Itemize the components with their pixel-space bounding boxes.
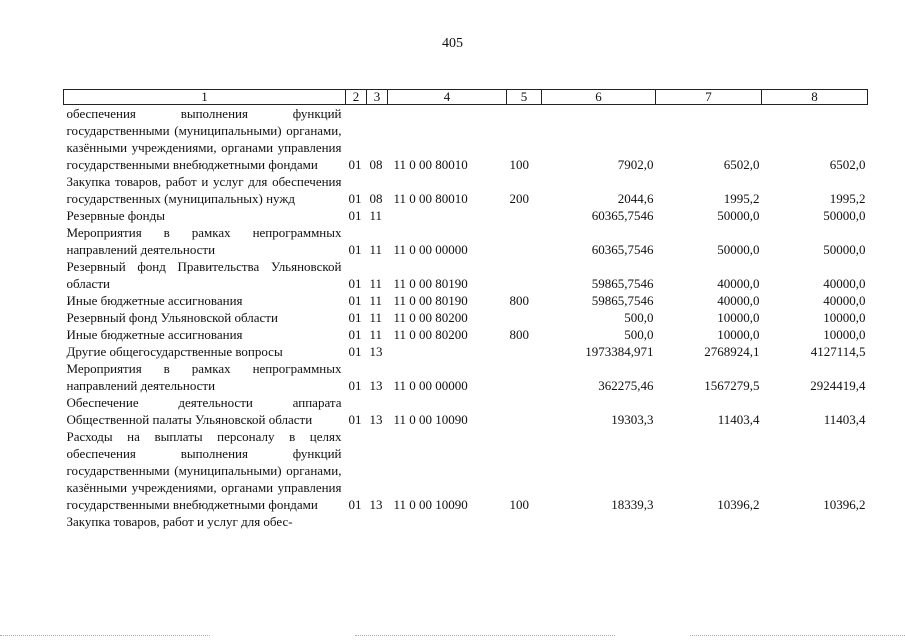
cell-amount-col6: 2044,6 bbox=[617, 191, 654, 206]
cell-subsection: 13 bbox=[369, 378, 383, 393]
cell-amount-col7: 10000,0 bbox=[717, 310, 760, 325]
cell-target-article: 11 0 00 80200 bbox=[393, 310, 468, 325]
cell-amount-col8: 6502,0 bbox=[829, 157, 866, 172]
cell-amount-col8: 1995,2 bbox=[829, 191, 866, 206]
cell-expense-type bbox=[507, 360, 542, 394]
cell-amount-col6: 60365,7546 bbox=[591, 242, 654, 257]
cell-subsection: 13 bbox=[369, 412, 383, 427]
cell-amount-col7: 50000,0 bbox=[717, 208, 760, 223]
table-row bbox=[64, 343, 868, 360]
cell-amount-col6: 7902,0 bbox=[617, 157, 654, 172]
header-col-4: 4 bbox=[388, 90, 507, 105]
cell-section: 01 bbox=[348, 412, 362, 427]
table-row bbox=[64, 326, 868, 343]
cell-amount-col8: 10000,0 bbox=[823, 327, 866, 342]
scan-artifact bbox=[690, 635, 905, 637]
cell-section: 01 bbox=[348, 191, 362, 206]
cell-expense-type bbox=[507, 224, 542, 258]
cell-name: Иные бюджетные ассигнования bbox=[66, 327, 243, 342]
cell-amount-col8: 40000,0 bbox=[823, 276, 866, 291]
cell-expense-type bbox=[507, 207, 542, 224]
cell-section: 01 bbox=[348, 378, 362, 393]
table-row bbox=[64, 309, 868, 326]
table-row bbox=[64, 428, 868, 513]
cell-amount-col6: 59865,7546 bbox=[591, 293, 654, 308]
cell-amount-col6: 362275,46 bbox=[598, 378, 654, 393]
cell-amount-col6: 1973384,971 bbox=[585, 344, 654, 359]
cell-target-article: 11 0 00 80200 bbox=[393, 327, 468, 342]
header-col-1: 1 bbox=[64, 90, 346, 105]
cell-expense-type: 100 bbox=[509, 497, 529, 512]
cell-amount-col7: 50000,0 bbox=[717, 242, 760, 257]
cell-amount-col6: 500,0 bbox=[624, 327, 654, 342]
cell-amount-col8: 4127114,5 bbox=[810, 344, 866, 359]
header-col-5: 5 bbox=[507, 90, 542, 105]
cell-target-article: 11 0 00 80010 bbox=[393, 191, 468, 206]
cell-amount-col8: 11403,4 bbox=[823, 412, 866, 427]
cell-amount-col6: 60365,7546 bbox=[591, 208, 654, 223]
cell-section: 01 bbox=[348, 310, 362, 325]
header-row bbox=[64, 90, 868, 105]
cell-subsection: 11 bbox=[369, 242, 383, 257]
table-row bbox=[64, 105, 868, 174]
table-row bbox=[64, 360, 868, 394]
header-col-8: 8 bbox=[762, 90, 868, 105]
cell-amount-col6: 500,0 bbox=[624, 310, 654, 325]
cell-target-article: 11 0 00 00000 bbox=[393, 242, 468, 257]
budget-table bbox=[63, 89, 868, 530]
table-row bbox=[64, 394, 868, 428]
cell-amount-col7: 40000,0 bbox=[717, 293, 760, 308]
cell-expense-type bbox=[507, 258, 542, 292]
cell-expense-type: 100 bbox=[509, 157, 529, 172]
table-row bbox=[64, 258, 868, 292]
cell-target-article: 11 0 00 00000 bbox=[393, 378, 468, 393]
scan-artifact bbox=[355, 635, 615, 637]
table-body bbox=[64, 105, 868, 531]
cell-target-article: 11 0 00 80010 bbox=[393, 157, 468, 172]
cell-target-article bbox=[388, 513, 507, 530]
cell-name: Мероприятия в рамках непрограммных направлений деятельности bbox=[66, 225, 342, 257]
cell-target-article bbox=[388, 207, 507, 224]
table-row bbox=[64, 224, 868, 258]
cell-section bbox=[346, 513, 367, 530]
cell-subsection: 08 bbox=[369, 157, 383, 172]
cell-subsection: 11 bbox=[369, 208, 383, 223]
cell-amount-col8: 10000,0 bbox=[823, 310, 866, 325]
cell-amount-col7: 1567279,5 bbox=[704, 378, 760, 393]
cell-amount-col7: 10396,2 bbox=[717, 497, 760, 512]
cell-amount-col7: 2768924,1 bbox=[704, 344, 760, 359]
header-col-7: 7 bbox=[656, 90, 762, 105]
cell-amount-col7: 1995,2 bbox=[723, 191, 760, 206]
cell-name: Резервный фонд Ульяновской области bbox=[66, 310, 278, 325]
cell-amount-col6: 59865,7546 bbox=[591, 276, 654, 291]
cell-amount-col8: 50000,0 bbox=[823, 208, 866, 223]
cell-target-article: 11 0 00 10090 bbox=[393, 412, 468, 427]
cell-section: 01 bbox=[348, 276, 362, 291]
cell-expense-type bbox=[507, 513, 542, 530]
table-header bbox=[64, 90, 868, 105]
cell-expense-type bbox=[507, 394, 542, 428]
cell-name: Расходы на выплаты персоналу в целях обеспечения выполнения функций государственными (муниципальными) органами, казёнными учреждениями, органами управления государственными внебюджетными фондами bbox=[66, 429, 342, 512]
page-number: 405 bbox=[442, 36, 463, 51]
cell-subsection bbox=[367, 513, 388, 530]
table-row bbox=[64, 513, 868, 530]
cell-subsection: 13 bbox=[369, 344, 383, 359]
cell-amount-col7: 6502,0 bbox=[723, 157, 760, 172]
cell-amount-col8: 2924419,4 bbox=[810, 378, 866, 393]
cell-amount-col8: 10396,2 bbox=[823, 497, 866, 512]
cell-name: Обеспечение деятельности аппарата Общественной палаты Ульяновской области bbox=[66, 395, 342, 427]
cell-amount-col6: 18339,3 bbox=[611, 497, 654, 512]
cell-subsection: 11 bbox=[369, 276, 383, 291]
cell-subsection: 11 bbox=[369, 293, 383, 308]
cell-section: 01 bbox=[348, 497, 362, 512]
header-col-6: 6 bbox=[542, 90, 656, 105]
cell-expense-type bbox=[507, 343, 542, 360]
cell-section: 01 bbox=[348, 157, 362, 172]
cell-name: Резервные фонды bbox=[66, 208, 165, 223]
cell-section: 01 bbox=[348, 208, 362, 223]
header-col-3: 3 bbox=[367, 90, 388, 105]
cell-subsection: 13 bbox=[369, 497, 383, 512]
cell-section: 01 bbox=[348, 344, 362, 359]
cell-section: 01 bbox=[348, 327, 362, 342]
table-row bbox=[64, 207, 868, 224]
cell-expense-type: 200 bbox=[509, 191, 529, 206]
cell-name: Другие общегосударственные вопросы bbox=[66, 344, 283, 359]
cell-amount-col6 bbox=[542, 513, 656, 530]
cell-subsection: 08 bbox=[369, 191, 383, 206]
cell-name: Мероприятия в рамках непрограммных направлений деятельности bbox=[66, 361, 342, 393]
cell-amount-col6: 19303,3 bbox=[611, 412, 654, 427]
cell-amount-col8 bbox=[762, 513, 868, 530]
cell-expense-type: 800 bbox=[509, 293, 529, 308]
cell-amount-col7: 11403,4 bbox=[717, 412, 760, 427]
table-row bbox=[64, 173, 868, 207]
cell-expense-type bbox=[507, 309, 542, 326]
cell-section: 01 bbox=[348, 293, 362, 308]
cell-name: Закупка товаров, работ и услуг для обес- bbox=[66, 514, 293, 529]
cell-name: Резервный фонд Правительства Ульяновской области bbox=[66, 259, 342, 291]
cell-amount-col7 bbox=[656, 513, 762, 530]
header-col-2: 2 bbox=[346, 90, 367, 105]
cell-name: Закупка товаров, работ и услуг для обеспечения государственных (муниципальных) нужд bbox=[66, 174, 342, 206]
scan-artifact bbox=[0, 635, 210, 637]
cell-target-article bbox=[388, 343, 507, 360]
cell-target-article: 11 0 00 80190 bbox=[393, 276, 468, 291]
cell-amount-col7: 40000,0 bbox=[717, 276, 760, 291]
cell-target-article: 11 0 00 80190 bbox=[393, 293, 468, 308]
cell-amount-col8: 50000,0 bbox=[823, 242, 866, 257]
table-row bbox=[64, 292, 868, 309]
cell-amount-col7: 10000,0 bbox=[717, 327, 760, 342]
cell-section: 01 bbox=[348, 242, 362, 257]
cell-subsection: 11 bbox=[369, 310, 383, 325]
cell-name: обеспечения выполнения функций государственными (муниципальными) органами, казёнными учреждениями, органами управления государственными внебюджетными фондами bbox=[66, 106, 342, 172]
cell-target-article: 11 0 00 10090 bbox=[393, 497, 468, 512]
cell-amount-col8: 40000,0 bbox=[823, 293, 866, 308]
cell-name: Иные бюджетные ассигнования bbox=[66, 293, 243, 308]
cell-subsection: 11 bbox=[369, 327, 383, 342]
cell-expense-type: 800 bbox=[509, 327, 529, 342]
